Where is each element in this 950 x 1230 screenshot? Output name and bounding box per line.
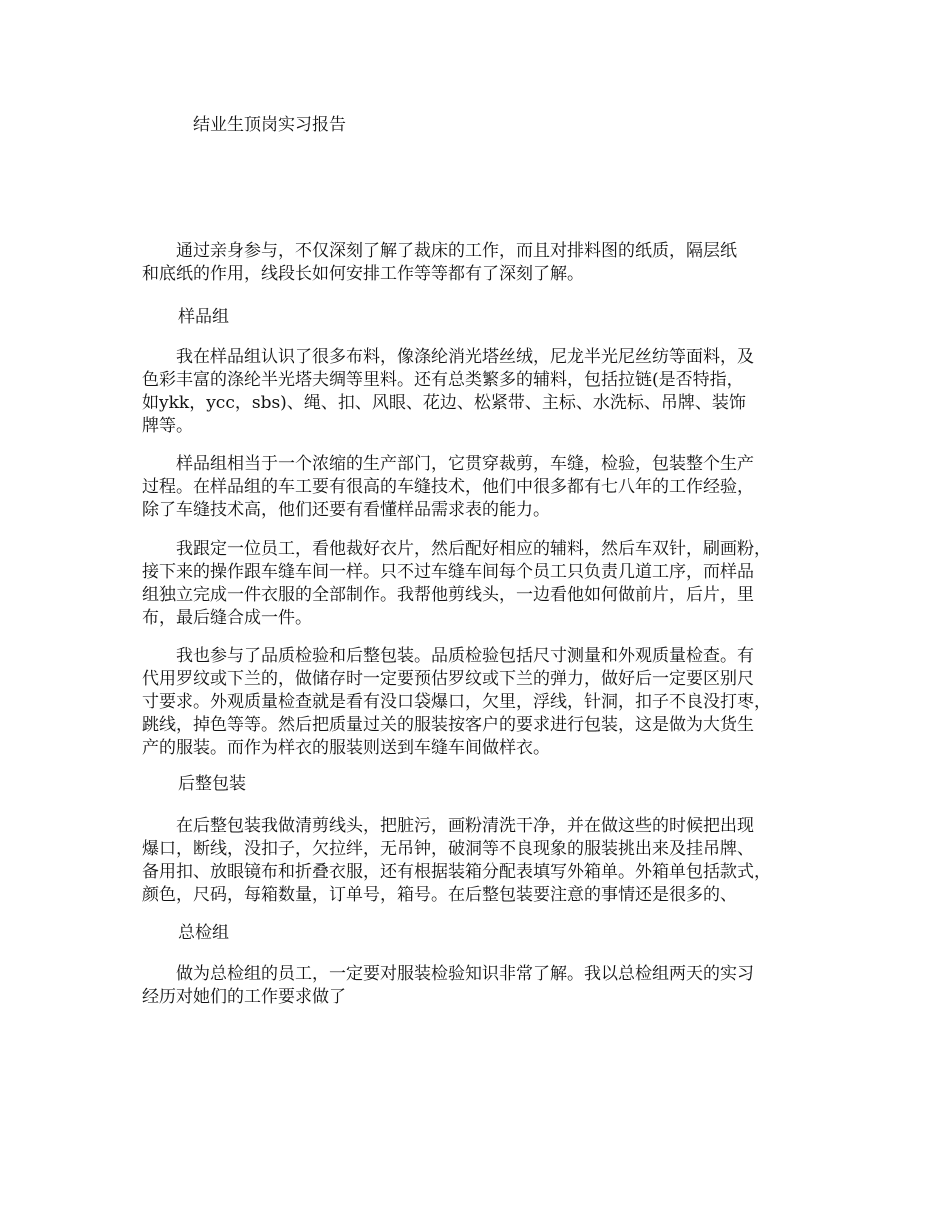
text-line: 通过亲身参与，不仅深刻了解了裁床的工作，而且对排料图的纸质，隔层纸	[142, 241, 737, 261]
text-line: 产的服装。而作为样衣的服装则送到车缝车间做样衣。	[142, 738, 550, 758]
text-line: 色彩丰富的涤纶半光塔夫绸等里料。还有总类繁多的辅料，包括拉链(是否特指，	[142, 370, 744, 390]
text-line: 爆口，断线，没扣子，欠拉绊，无吊钟，破洞等不良现象的服装挑出来及挂吊牌、	[142, 839, 754, 859]
section-heading-packing: 后整包装	[178, 774, 246, 794]
text-line: 如ykk，ycc，sbs)、绳、扣、风眼、花边、松紧带、主标、水洗标、吊牌、装饰	[142, 393, 746, 413]
packing-paragraph	[142, 815, 820, 907]
text-line: 样品组相当于一个浓缩的生产部门，它贯穿裁剪，车缝，检验，包装整个生产	[142, 454, 754, 474]
sample-paragraph-4	[142, 645, 820, 760]
text-line: 寸要求。外观质量检查就是看有没口袋爆口，欠里，浮线，针洞，扣子不良没打枣，	[142, 692, 771, 712]
text-line: 我跟定一位员工，看他裁好衣片，然后配好相应的辅料，然后车双针，刷画粉，	[142, 539, 771, 559]
text-line: 颜色，尺码，每箱数量，订单号，箱号。在后整包装要注意的事情还是很多的、	[142, 885, 737, 905]
text-line: 做为总检组的员工，一定要对服装检验知识非常了解。我以总检组两天的实习	[142, 964, 754, 984]
sample-paragraph-1	[142, 346, 820, 438]
document-title: 结业生顶岗实习报告	[193, 115, 346, 135]
text-line: 代用罗纹或下兰的，做储存时一定要预估罗纹或下兰的弹力，做好后一定要区别尺	[142, 669, 754, 689]
section-heading-inspection: 总检组	[178, 923, 229, 943]
text-line: 布，最后缝合成一件。	[142, 608, 312, 628]
inspection-paragraph	[142, 963, 820, 1009]
text-line: 备用扣、放眼镜布和折叠衣服，还有根据装箱分配表填写外箱单。外箱单包括款式，	[142, 862, 771, 882]
text-line: 除了车缝技术高，他们还要有看懂样品需求表的能力。	[142, 500, 550, 520]
text-line: 牌等。	[142, 416, 193, 436]
text-line: 我在样品组认识了很多布料，像涤纶消光塔丝绒，尼龙半光尼丝纺等面料，及	[142, 347, 754, 367]
text-line: 在后整包装我做清剪线头，把脏污，画粉清洗干净，并在做这些的时候把出现	[142, 816, 754, 836]
sample-paragraph-2	[142, 453, 820, 522]
text-line: 我也参与了品质检验和后整包装。品质检验包括尺寸测量和外观质量检查。有	[142, 646, 754, 666]
text-line: 经历对她们的工作要求做了	[142, 987, 346, 1007]
intro-paragraph	[142, 240, 820, 286]
section-heading-sample: 样品组	[178, 307, 229, 327]
text-line: 跳线，掉色等等。然后把质量过关的服装按客户的要求进行包装，这是做为大货生	[142, 715, 754, 735]
text-line: 和底纸的作用，线段长如何安排工作等等都有了深刻了解。	[142, 264, 584, 284]
text-line: 组独立完成一件衣服的全部制作。我帮他剪线头，一边看他如何做前片，后片，里	[142, 585, 754, 605]
text-line: 接下来的操作跟车缝车间一样。只不过车缝车间每个员工只负责几道工序，而样品	[142, 562, 754, 582]
text-line: 过程。在样品组的车工要有很高的车缝技术，他们中很多都有七八年的工作经验，	[142, 477, 754, 497]
sample-paragraph-3	[142, 538, 820, 630]
